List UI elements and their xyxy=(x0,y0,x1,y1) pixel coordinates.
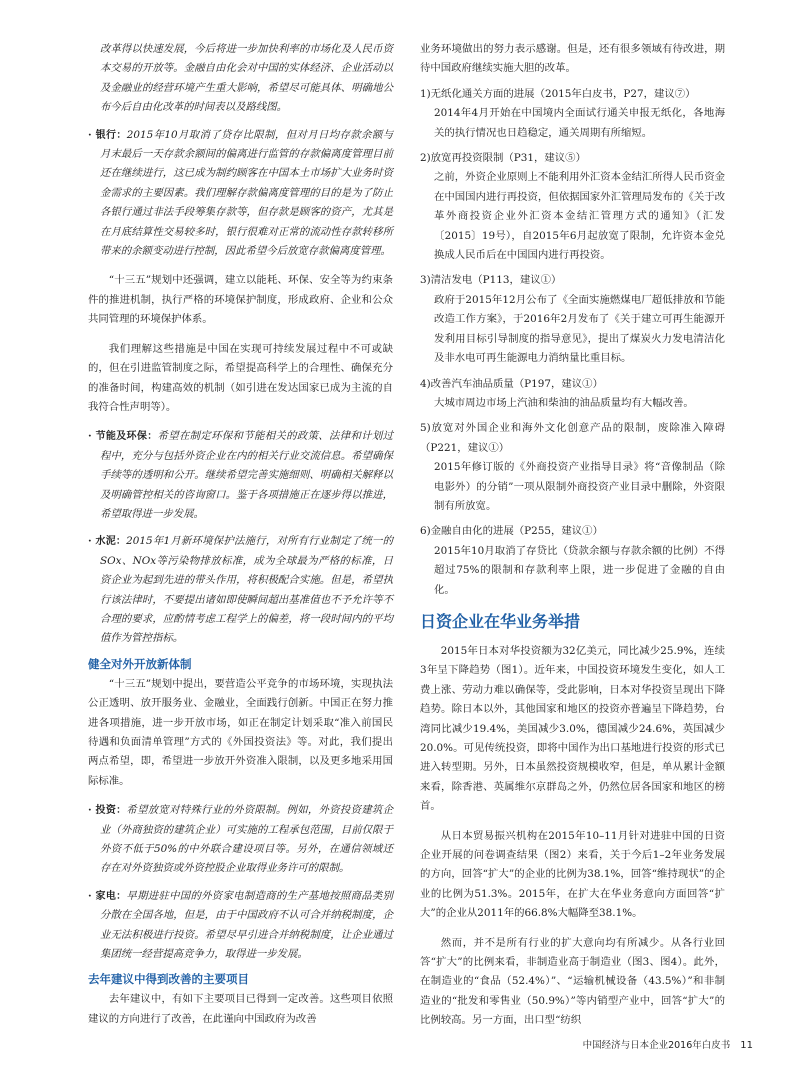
measures-paragraph: 我们理解这些措施是中国在实现可持续发展过程中不可或缺的，但在引进监管制度之际，希望提高科学上的合理性、确保充分的准备时间，构建高效的机制（如引进在发达国家已成为主流的自我符合性声明等）。 xyxy=(88,342,393,413)
japanese-business-heading: 日资企业在华业务举措 xyxy=(420,611,581,631)
improvement-item-title: 2)放宽再投资限制（P31，建议⑤） xyxy=(420,152,586,165)
left-column xyxy=(88,40,393,1029)
energy-bullet-text: 希望在制定环保和节能相关的政策、法律和计划过程中，充分与包括外资企业在内的相关行业交流信息。希望确保手续等的透明和公开。继续希望完善实施细则、明确相关解释以及明确管控相关的咨询窗口。鉴于各项措施正在逐步得以推进，希望取得进一步发展。 xyxy=(100,430,393,520)
investment-paragraph: 2015年日本对华投资额为32亿美元，同比减少25.9%，连续3年呈下降趋势（图1）。近年来，中国投资环境发生变化，如人工费上涨、劳动力难以确保等，受此影响，日本对华投资呈现出下降趋势。除日本以外，其他国家和地区的投资亦普遍呈下降趋势，台湾同比减少19.4%，美国减少3.0%，德国减少24.6%，英国减少20.0%。可见传统投资，即将中国作为出口基地进行投资的形式已进入转型期。另外，日本虽然投资规模收窄，但是，单从累计金额来看，除香港、英属维尔京群岛之外，仍然位居各国家和地区的榜首。 xyxy=(420,644,725,813)
page-footer xyxy=(583,1037,753,1051)
improvement-item-body: 2015年修订版的《外商投资产业指导目录》将“音像制品（除电影外）的分销”一项从限制外商投资产业目录中删除，外资限制有所放宽。 xyxy=(434,461,725,512)
improvement-item-body: 之前，外资企业原则上不能利用外汇资本金结汇所得人民币资金在中国国内进行再投资，但依据国家外汇管理局发布的《关于改革外商投资企业外汇资本金结汇管理方式的通知》（汇发〔2015〕19号），自2015年6月起放宽了限制，允许资本金兑换成人民币后在中国国内进行再投资。 xyxy=(434,171,725,262)
cement-bullet-head: 水泥： xyxy=(95,536,127,548)
improvements-heading: 去年建议中得到改善的主要项目 xyxy=(88,972,249,987)
improvement-item-body: 大城市周边市场上汽油和柴油的油品质量均有大幅改善。 xyxy=(434,396,694,409)
appliance-bullet xyxy=(88,887,393,965)
bullet-dot: · xyxy=(88,804,96,817)
improvement-item-body: 2014年4月开始在中国境内全面试行通关申报无纸化，各地海关的执行情况也日趋稳定，通关周期有所缩短。 xyxy=(434,107,725,139)
improvement-item-title: 1)无纸化通关方面的进展（2015年白皮书，P27，建议⑦） xyxy=(420,87,696,100)
open-policy-paragraph: “十三五”规划中提出，要营造公平竞争的市场环境，实现执法公正透明、放开服务业、金融业，全面践行创新。中国正在努力推进各项措施，进一步开放市场，如正在制定计划采取“准入前国民待遇和负面清单管理”方式的《外国投资法》等。对此，我们提出两点希望，即，希望进一步放开外资准入限制，以及更多地采用国际标准。 xyxy=(88,677,393,787)
bullet-dot: · xyxy=(88,430,96,443)
bullet-dot: · xyxy=(88,889,96,902)
right-column xyxy=(420,40,725,1031)
cement-bullet xyxy=(88,532,393,648)
survey-paragraph: 从日本贸易振兴机构在2015年10–11月针对进驻中国的日资企业开展的问卷调查结果（图2）来看，关于今后1–2年业务发展的方向，回答“扩大”的企业的比例为38.1%，回答“维持现状”的企业的比例为51.3%。2015年，在扩大在华业务意向方面回答“扩大”的企业从2011年的66.8%大幅降至38.1%。 xyxy=(420,829,725,920)
invest-bullet-text: 希望放宽对特殊行业的外资限制。例如，外资投资建筑企业（外商独资的建筑企业）可实施的工程承包范围，目前仅限于外资不低于50%的中外联合建设项目等。另外，在通信领域还存在对外资独资或外资控股企业取得业务许可的限制。 xyxy=(100,804,393,875)
bullet-dot: · xyxy=(88,535,96,548)
improvement-item-title: 5)放宽对外国企业和海外文化创意产品的限制，废除准入障碍（P221，建议①） xyxy=(420,422,725,454)
page-number: 11 xyxy=(740,1040,753,1051)
plan-135-paragraph: “十三五”规划中还强调，建立以能耗、环保、安全等为约束条件的推进机制，执行严格的环境保护制度，形成政府、企业和公众共同管理的环境保护体系。 xyxy=(88,274,393,326)
bullet-dot: · xyxy=(88,128,96,141)
bank-bullet-head: 银行： xyxy=(95,129,127,141)
appliance-bullet-head: 家电： xyxy=(95,890,127,902)
finance-bullet-continuation xyxy=(88,40,393,118)
improvements-paragraph: 去年建议中，有如下主要项目已得到一定改善。这些项目依照建议的方向进行了改善，在此谨向中国政府为改善 xyxy=(88,993,393,1025)
energy-bullet-head: 节能及环保： xyxy=(95,431,158,443)
improvement-item-title: 3)清洁发电（P113，建议①） xyxy=(420,274,562,287)
finance-continuation-text: 改革得以快速发展，今后将进一步加快利率的市场化及人民币资本交易的开放等。金融自由化会对中国的实体经济、企业活动以及金融业的经营环境产生重大影响，希望尽可能具体、明确地公布今后自由化改革的时间表以及路线图。 xyxy=(100,43,393,114)
bank-bullet-text: 2015年10月取消了贷存比限制，但对月日均存款余额与月末最后一天存款余额间的偏离进行监管的存款偏离度管理目前还在继续进行，这已成为制约顾客在中国本土市场扩大业务时资金需求的主要因素。我们理解存款偏离度管理的目的是为了防止各银行通过非法手段筹集存款等，但存款是顾客的资产，尤其是在月底结算性交易较多时，银行很难对正常的流动性存款转移所带来的余额变动进行控制，因此希望今后放宽存款偏离度管理。 xyxy=(100,128,393,258)
improvement-item-title: 4)改善汽车油品质量（P197，建议①） xyxy=(420,377,603,390)
invest-bullet xyxy=(88,801,393,879)
invest-bullet-head: 投资： xyxy=(95,805,127,817)
bank-bullet xyxy=(88,126,393,262)
appliance-bullet-text: 早期进驻中国的外资家电制造商的生产基地按照商品类别分散在全国各地，但是，由于中国政府不认可合并纳税制度，企业无法积极进行投资。希望尽早引进合并纳税制度，让企业通过集团统一经营提高竞争力，取得进一步发展。 xyxy=(100,889,393,961)
improvement-item-body: 2015年10月取消了存贷比（贷款余额与存款余额的比例）不得超过75%的限制和存款利率上限，进一步促进了金融的自由化。 xyxy=(434,544,725,596)
footer-title: 中国经济与日本企业2016年白皮书 xyxy=(582,1040,731,1051)
open-policy-heading: 健全对外开放新体制 xyxy=(88,656,192,671)
improvement-item-title: 6)金融自由化的进展（P255，建议①） xyxy=(420,525,603,538)
industry-paragraph: 然而，并不是所有行业的扩大意向均有所减少。从各行业回答“扩大”的比例来看，非制造业高于制造业（图3、图4）。此外，在制造业的“食品（52.4%）”、“运输机械设备（43.5%）”和非制造业的“批发和零售业（50.9%）”等内销型产业中，回答“扩大”的比例较高。另一方面，出口型“纺织 xyxy=(420,936,725,1027)
improvement-item-body: 政府于2015年12月公布了《全面实施燃煤电厂超低排放和节能改造工作方案》，于2016年2月发布了《关于建立可再生能源开发利用目标引导制度的指导意见》，提出了煤炭火力发电清洁化及非水电可再生能源电力消纳量比重目标。 xyxy=(434,293,725,365)
energy-bullet xyxy=(88,427,393,524)
improvements-continuation: 业务环境做出的努力表示感谢。但是，还有很多领域有待改进，期待中国政府继续实施大胆的改革。 xyxy=(420,43,725,75)
cement-bullet-text: 2015年1月新环境保护法施行，对所有行业制定了统一的SOx、NOx等污染物排放标准，成为全球最为严格的标准，日资企业为起到先进的带头作用，将积极配合实施。但是，希望执行该法律时，不要提出诸如即使瞬间超出基准值也不予允许等不合理的要求，应酌情考虑工程学上的偏差，将一段时间内的平均值作为管控指标。 xyxy=(100,535,393,645)
